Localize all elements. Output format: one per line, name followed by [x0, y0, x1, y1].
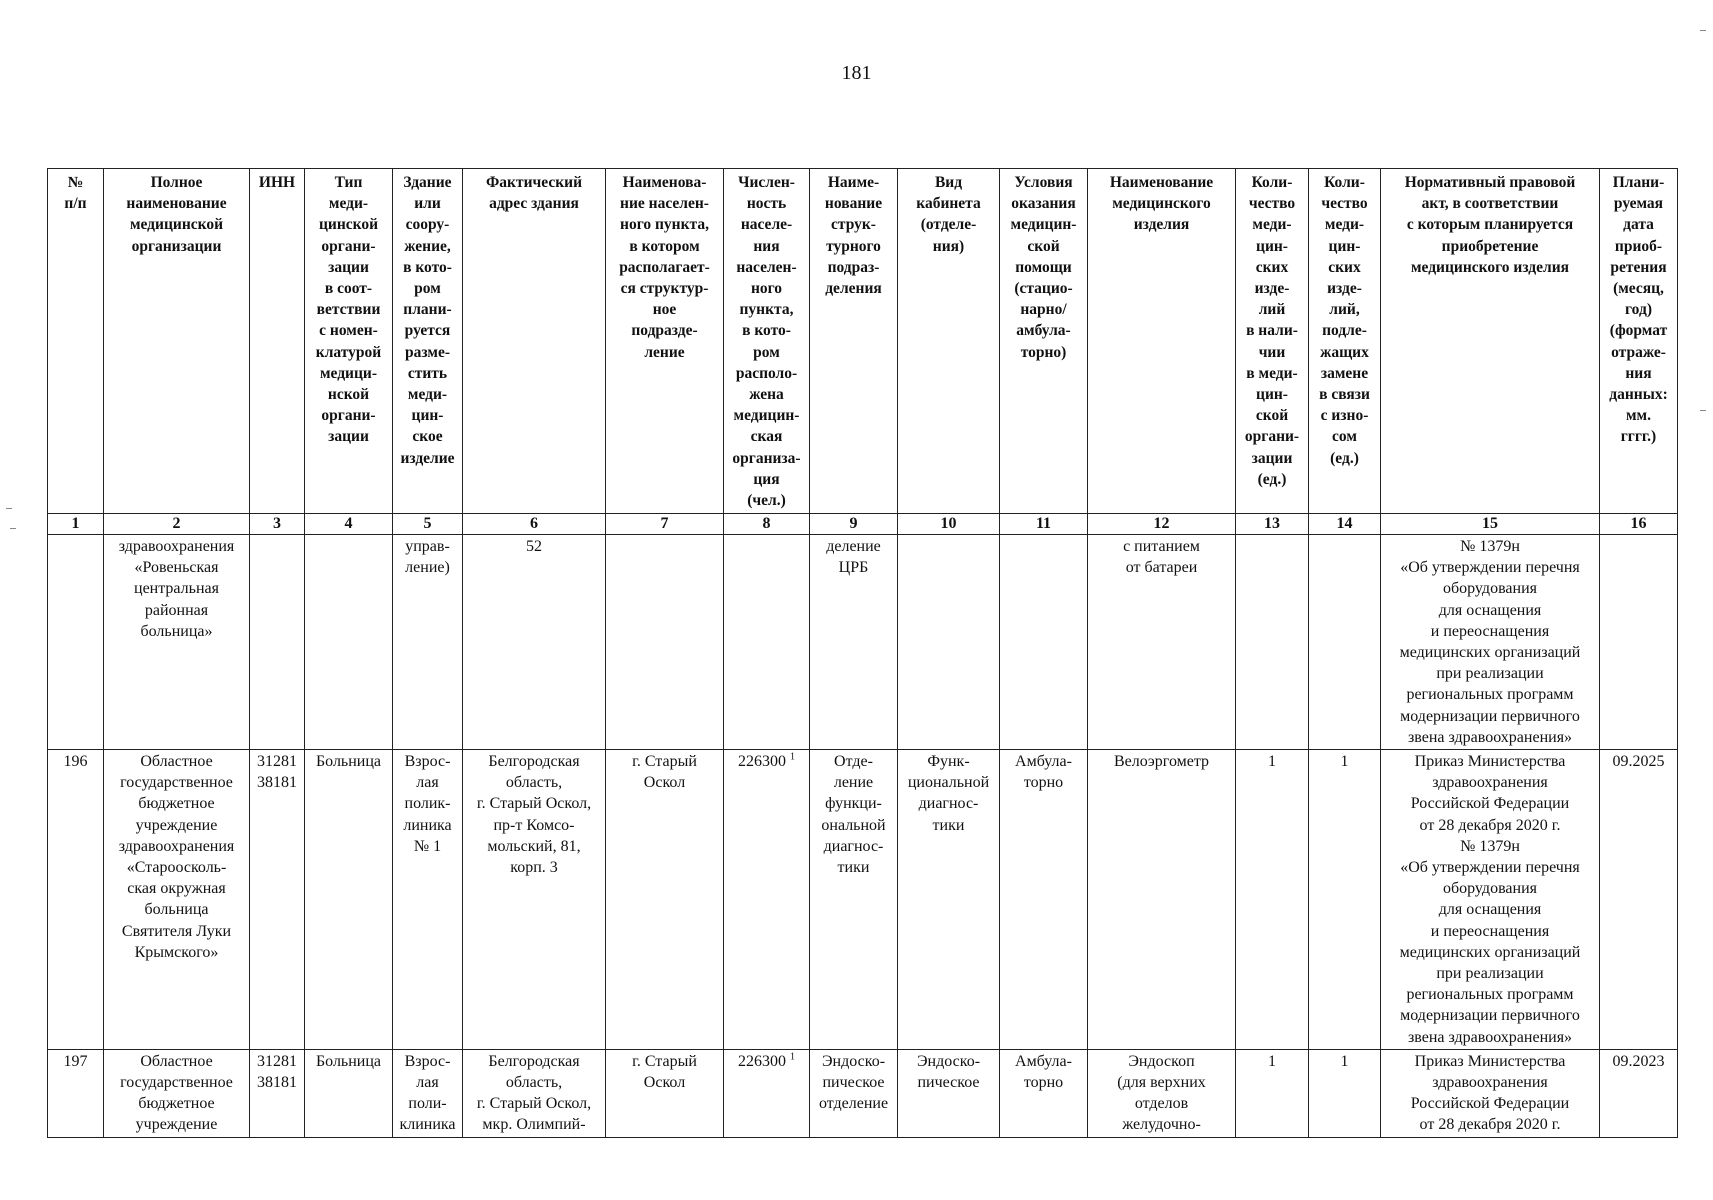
table-row	[48, 1049, 1678, 1137]
equipment-table	[47, 168, 1678, 1138]
column-number-row	[48, 514, 1678, 535]
table-cell	[1236, 535, 1309, 750]
table-cell: 09.2023	[1600, 1049, 1678, 1137]
header-cell: № п/п	[48, 169, 104, 514]
table-cell: Взрос- лая поли- клиника	[393, 1049, 463, 1137]
column-number: 10	[898, 514, 1000, 535]
footnote-mark: 1	[790, 751, 795, 763]
table-cell: Областное государственное бюджетное учреждение	[104, 1049, 250, 1137]
table-cell	[606, 535, 724, 750]
column-number: 9	[810, 514, 898, 535]
column-number: 4	[305, 514, 393, 535]
table-cell: Эндоскоп (для верхних отделов желудочно-	[1088, 1049, 1236, 1137]
table-cell: управ- ление)	[393, 535, 463, 750]
column-number: 8	[724, 514, 810, 535]
header-cell: Условия оказания медицин- ской помощи (стацио- нарно/ амбула- торно)	[1000, 169, 1088, 514]
header-cell: Нормативный правовой акт, в соответствии с которым планируется приобретение медицинского изделия	[1381, 169, 1600, 514]
header-cell: ИНН	[250, 169, 305, 514]
header-cell: Коли- чество меди- цин- ских изде- лий в нали- чии в меди- цин- ской органи- зации (ед.)	[1236, 169, 1309, 514]
table-cell: Белгородская область, г. Старый Оскол, мкр. Олимпий-	[463, 1049, 606, 1137]
table-cell	[898, 535, 1000, 750]
scan-mark	[1700, 410, 1706, 411]
table-cell: с питанием от батареи	[1088, 535, 1236, 750]
table-cell	[48, 535, 104, 750]
header-cell: Полное наименование медицинской организации	[104, 169, 250, 514]
table-cell: Белгородская область, г. Старый Оскол, пр-т Комсо- мольский, 81, корп. 3	[463, 750, 606, 1050]
scan-mark	[10, 528, 16, 529]
scan-mark	[6, 508, 12, 509]
column-number: 2	[104, 514, 250, 535]
header-cell: Вид кабинета (отделе- ния)	[898, 169, 1000, 514]
table-cell: Областное государственное бюджетное учреждение здравоохранения «Староосколь- ская окружная больница Святителя Луки Крымского»	[104, 750, 250, 1050]
table-cell: Амбула- торно	[1000, 1049, 1088, 1137]
table-cell: Приказ Министерства здравоохранения Российской Федерации от 28 декабря 2020 г.	[1381, 1049, 1600, 1137]
table-cell: 1	[1309, 1049, 1381, 1137]
table-cell: 1	[1309, 750, 1381, 1050]
header-cell: Наиме- нование струк- турного подраз- деления	[810, 169, 898, 514]
header-row	[48, 169, 1678, 514]
population-value: 226300	[738, 753, 786, 771]
table-cell: 196	[48, 750, 104, 1050]
table-row	[48, 535, 1678, 750]
table-cell	[724, 535, 810, 750]
column-number: 11	[1000, 514, 1088, 535]
column-number: 5	[393, 514, 463, 535]
column-number: 12	[1088, 514, 1236, 535]
table-cell	[250, 535, 305, 750]
table-cell: 52	[463, 535, 606, 750]
table-cell: Больница	[305, 1049, 393, 1137]
table-cell: Больница	[305, 750, 393, 1050]
column-number: 15	[1381, 514, 1600, 535]
header-cell: Коли- чество меди- цин- ских изде- лий, подле- жащих замене в связи с изно- сом (ед.)	[1309, 169, 1381, 514]
column-number: 7	[606, 514, 724, 535]
header-cell: Наименование медицинского изделия	[1088, 169, 1236, 514]
table-cell: 31281 38181	[250, 1049, 305, 1137]
header-cell: Наименова- ние населен- ного пункта, в котором располагает- ся структур- ное подразде- ление	[606, 169, 724, 514]
page-number: 181	[841, 62, 872, 84]
table-cell: Отде- ление функци- ональной диагнос- тики	[810, 750, 898, 1050]
table-cell	[1600, 535, 1678, 750]
table-cell: деление ЦРБ	[810, 535, 898, 750]
header-cell: Числен- ность населе- ния населен- ного пункта, в кото- ром располо- жена медицин- ская организа- ция (чел.)	[724, 169, 810, 514]
table-cell: г. Старый Оскол	[606, 1049, 724, 1137]
population-cell	[724, 1049, 810, 1137]
table-cell: Приказ Министерства здравоохранения Российской Федерации от 28 декабря 2020 г. № 1379н «Об утверждении перечня оборудования для оснащения и переоснащения медицинских организаций при реализации региональных программ модернизации первичного звена здравоохранения»	[1381, 750, 1600, 1050]
table-cell: № 1379н «Об утверждении перечня оборудования для оснащения и переоснащения медицинских организаций при реализации региональных программ модернизации первичного звена здравоохранения»	[1381, 535, 1600, 750]
table-cell	[1000, 535, 1088, 750]
table-cell	[305, 535, 393, 750]
table-cell: Эндоско- пическое отделение	[810, 1049, 898, 1137]
table-cell: Функ- циональной диагнос- тики	[898, 750, 1000, 1050]
table-cell: здравоохранения «Ровеньская центральная районная больница»	[104, 535, 250, 750]
table-cell: Взрос- лая полик- линика № 1	[393, 750, 463, 1050]
table-cell: Эндоско- пическое	[898, 1049, 1000, 1137]
table-cell: 09.2025	[1600, 750, 1678, 1050]
column-number: 16	[1600, 514, 1678, 535]
column-number: 14	[1309, 514, 1381, 535]
table-cell: г. Старый Оскол	[606, 750, 724, 1050]
column-number: 13	[1236, 514, 1309, 535]
scan-mark	[1700, 30, 1706, 31]
header-cell: Плани- руемая дата приоб- ретения (месяц, год) (формат отраже- ния данных: мм. гггг.)	[1600, 169, 1678, 514]
column-number: 6	[463, 514, 606, 535]
population-value: 226300	[738, 1052, 786, 1070]
table-cell: 31281 38181	[250, 750, 305, 1050]
table-cell: Велоэргометр	[1088, 750, 1236, 1050]
table-cell: 1	[1236, 1049, 1309, 1137]
table-cell: Амбула- торно	[1000, 750, 1088, 1050]
table-cell: 1	[1236, 750, 1309, 1050]
column-number: 1	[48, 514, 104, 535]
header-cell: Фактический адрес здания	[463, 169, 606, 514]
table-cell: 197	[48, 1049, 104, 1137]
table-cell	[1309, 535, 1381, 750]
population-cell	[724, 750, 810, 1050]
table-row	[48, 750, 1678, 1050]
header-cell: Тип меди- цинской органи- зации в соот- ветствии с номен- клатурой медици- нской органи- зации	[305, 169, 393, 514]
column-number: 3	[250, 514, 305, 535]
footnote-mark: 1	[790, 1051, 795, 1063]
header-cell: Здание или соору- жение, в кото- ром плани- руется разме- стить меди- цин- ское изделие	[393, 169, 463, 514]
